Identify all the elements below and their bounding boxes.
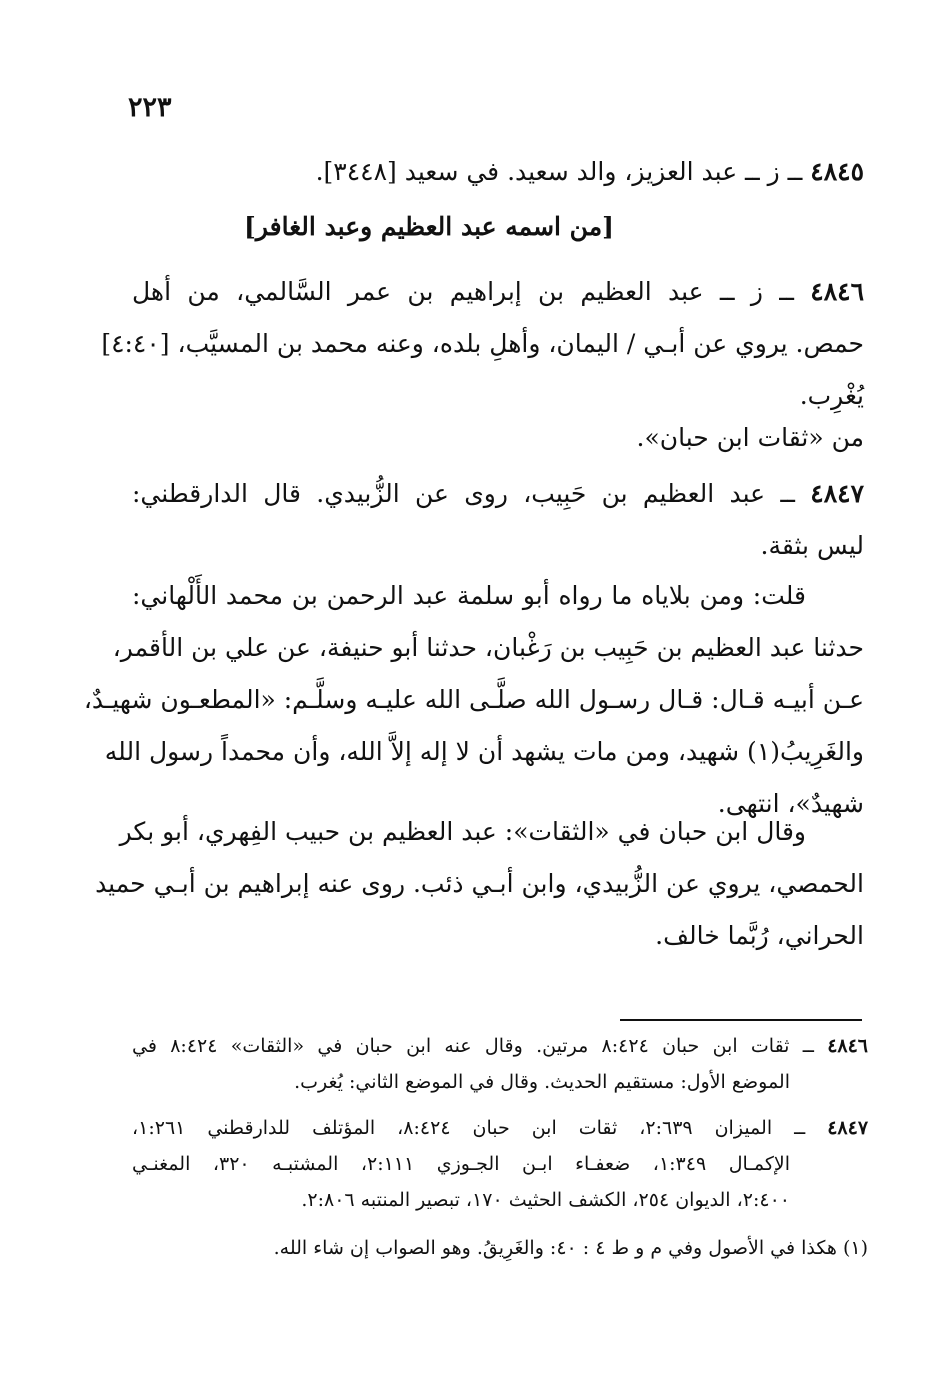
section-heading: [من اسمه عبد العظيم وعبد الغافر]	[244, 212, 614, 241]
entry-4847-line-1	[132, 468, 864, 520]
entry-4845-line	[132, 146, 864, 198]
footnote-4846	[132, 1028, 868, 1100]
commentary-paragraph	[83, 570, 864, 830]
entry-text: ــ ز ــ عبد العظيم بن إبراهيم بن عمر السَّالمي، من أهل	[132, 277, 794, 306]
ibn-hibban-paragraph	[95, 806, 864, 962]
commentary-line-1: قلت: ومن بلاياه ما رواه أبو سلمة عبد الرحمن بن محمد الأَلْهاني:	[132, 581, 806, 610]
entry-number: ٤٨٤٦	[810, 277, 864, 306]
commentary-line-2: حدثنا عبد العظيم بن حَبِيب بن رَغْبان، حدثنا أبو حنيفة، عن علي بن الأقمر،	[112, 633, 864, 662]
ibn-hibban-line-2: الحمصي، يروي عن الزُّبيدي، وابن أبـي ذئب. روى عنه إبراهيم بن أبـي حميد	[95, 869, 864, 898]
entry-4846-line-2: حمص. يروي عن أبـي / اليمان، وأهلِ بلده، وعنه محمد بن المسيَّب، [٤:٤٠]	[101, 329, 864, 358]
footnote-4847	[132, 1110, 868, 1218]
footnote-1-line	[132, 1230, 868, 1266]
footnote-number: ٤٨٤٧	[827, 1117, 869, 1139]
ibn-hibban-line-3: الحراني، رُبَّما خالف.	[655, 921, 864, 950]
source-line-text: من «ثقات ابن حبان».	[636, 423, 864, 452]
entry-4845	[132, 146, 864, 198]
footnote-divider	[620, 1019, 862, 1021]
footnote-4847-line-1	[132, 1110, 868, 1146]
entry-4847-line-2: ليس بثقة.	[760, 531, 864, 560]
footnote-text: ــ ثقات ابن حبان ٨:٤٢٤ مرتين. وقال عنه ابن حبان في «الثقات» ٨:٤٢٤ في	[132, 1035, 814, 1057]
footnote-4846-line-1	[132, 1028, 868, 1064]
entry-number: ٤٨٤٥	[810, 157, 864, 186]
entry-4847	[132, 468, 864, 572]
footnote-number: ٤٨٤٦	[827, 1035, 869, 1057]
footnote-4847-line-3: ٢:٤٠٠، الديوان ٢٥٤، الكشف الحثيث ١٧٠، تبصير المنتبه ٢:٨٠٦.	[301, 1189, 790, 1211]
footnote-text: هكذا في الأصول وفي م و ط ٤ : ٤٠: والغَرِيقُ. وهو الصواب إن شاء الله.	[273, 1237, 837, 1259]
footnote-4847-line-2: الإكمـال ١:٣٤٩، ضعفـاء ابـن الجـوزي ٢:١١١، المشتبـه ٣٢٠، المغنـي	[132, 1153, 790, 1175]
footnote-4846-line-2: الموضع الأول: مستقيم الحديث. وقال في الموضع الثاني: يُغرب.	[294, 1071, 790, 1093]
commentary-line-5: شهيدٌ»، انتهى.	[717, 789, 864, 818]
entry-4846-line-1	[132, 266, 864, 318]
footnote-marker: (١)	[842, 1237, 868, 1259]
entry-text: ــ عبد العظيم بن حَبِيب، روى عن الزُّبيدي. قال الدارقطني:	[132, 479, 795, 508]
entry-4846	[101, 266, 864, 422]
page-number: ٢٢٣	[128, 92, 172, 123]
footnote-1	[132, 1230, 868, 1266]
commentary-line-4: والغَرِيبُ(١) شهيد، ومن مات يشهد أن لا إله إلاَّ الله، وأن محمداً رسول الله	[104, 737, 864, 766]
entry-text: ــ ز ــ عبد العزيز، والد سعيد. في سعيد [٣٤٤٨].	[315, 157, 803, 186]
entry-number: ٤٨٤٧	[810, 479, 864, 508]
source-line	[132, 412, 864, 464]
commentary-line-3: عـن أبيـه قـال: قـال رسـول الله صلَّـى الله عليـه وسلَّـم: «المطعـون شهيـدٌ،	[83, 685, 864, 714]
ibn-hibban-line-1: وقال ابن حبان في «الثقات»: عبد العظيم بن حبيب الفِهري، أبو بكر	[119, 817, 806, 846]
footnote-text: ــ الميزان ٢:٦٣٩، ثقات ابن حبان ٨:٤٢٤، المؤتلف للدارقطني ١:٢٦١،	[132, 1117, 806, 1139]
entry-4846-line-3: يُغْرِب.	[799, 381, 864, 410]
